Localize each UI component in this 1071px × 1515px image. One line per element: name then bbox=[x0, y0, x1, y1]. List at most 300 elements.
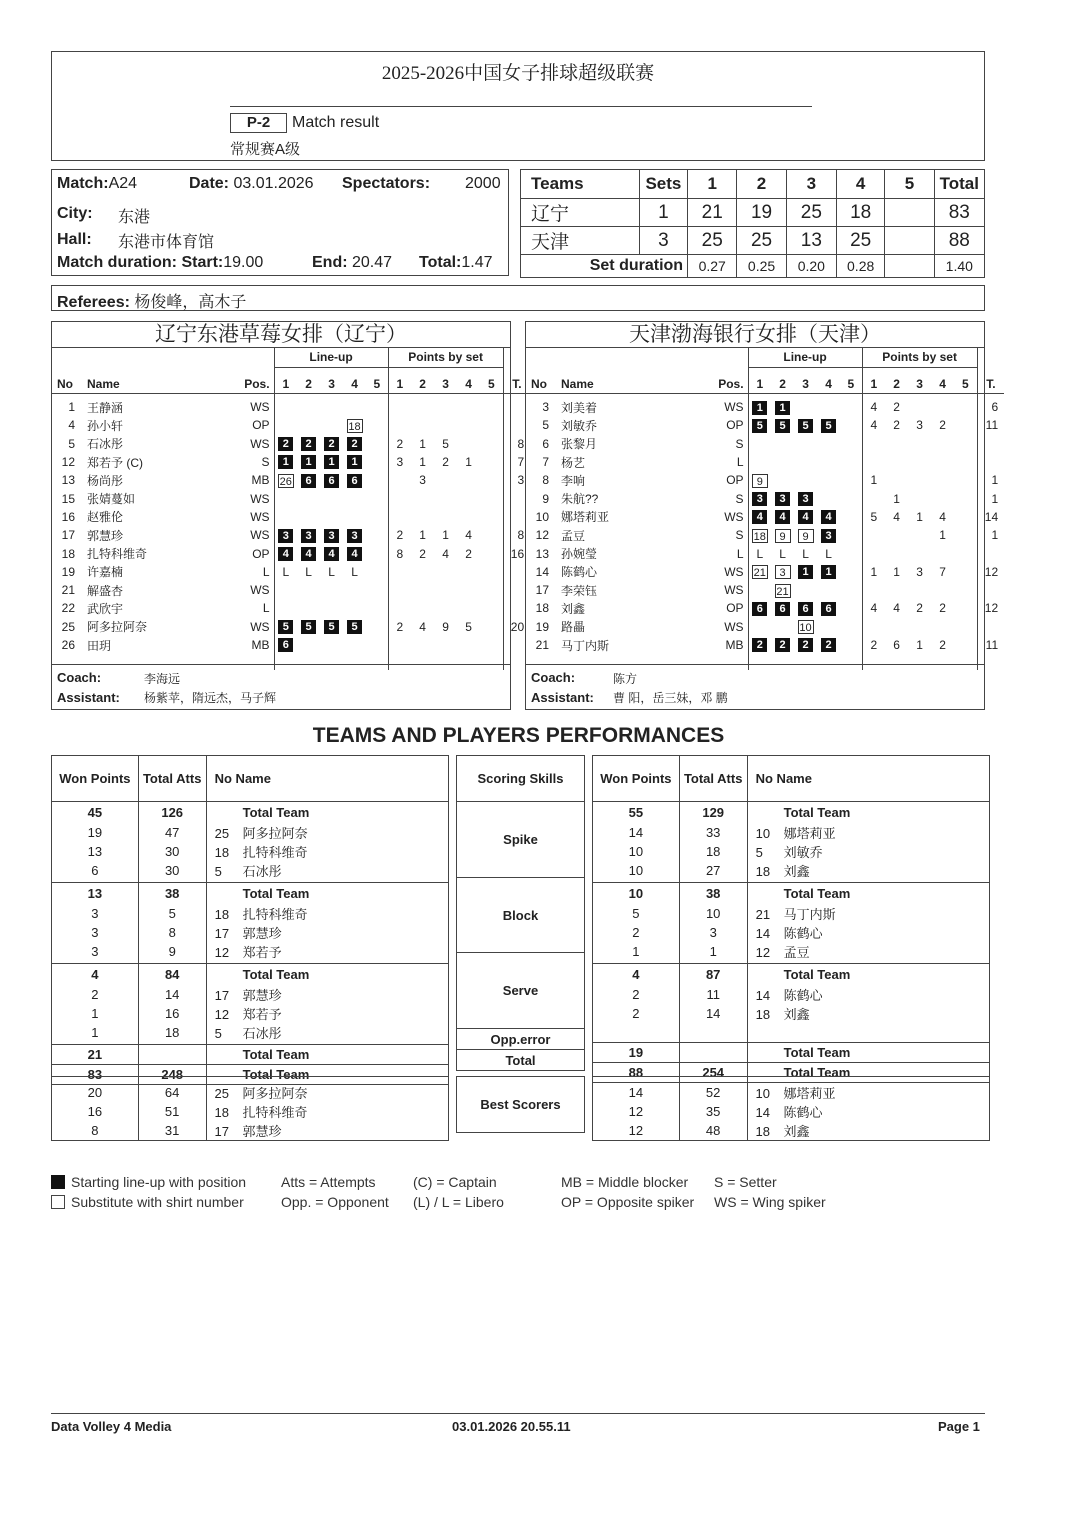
total-attempts: 33 bbox=[679, 823, 747, 842]
page-label: Match result bbox=[292, 114, 380, 131]
player-position: WS bbox=[250, 583, 270, 598]
total-attempts: 30 bbox=[138, 861, 206, 880]
player-number: 10 bbox=[535, 509, 549, 524]
set-points bbox=[954, 599, 977, 617]
set-points bbox=[480, 636, 503, 654]
performance-row bbox=[52, 1023, 449, 1042]
player-number: 4 bbox=[68, 418, 75, 433]
player-number: 21 bbox=[535, 638, 549, 652]
date-label: Date: bbox=[189, 175, 230, 192]
set-points: 4 bbox=[442, 546, 449, 561]
header-divider bbox=[230, 106, 812, 107]
player-row bbox=[526, 581, 1004, 599]
set-points: 2 bbox=[916, 601, 923, 616]
starting-position-marker: 6 bbox=[324, 474, 339, 488]
player-number: 3 bbox=[542, 400, 549, 415]
footer-divider bbox=[51, 1413, 985, 1414]
player-name: 孙婉瑩 bbox=[561, 547, 598, 562]
player-name: 路畾 bbox=[561, 620, 586, 635]
player-or-team-name: 阿多拉阿奈 bbox=[242, 825, 308, 841]
won-points: 2 bbox=[593, 923, 680, 942]
player-position: L bbox=[262, 601, 270, 616]
player-number: 16 bbox=[61, 509, 75, 524]
player-name: 郑若予 (C) bbox=[87, 455, 143, 470]
set-points bbox=[954, 453, 977, 471]
set-points: 1 bbox=[419, 436, 426, 451]
home-performance-table bbox=[51, 755, 449, 1085]
total-attempts: 47 bbox=[138, 823, 206, 842]
set-points: 8 bbox=[388, 544, 411, 562]
performance-row bbox=[52, 842, 449, 861]
col-points-set: 2 bbox=[411, 367, 434, 393]
starting-position-marker: 1 bbox=[798, 565, 813, 579]
player-name: 马丁内斯 bbox=[561, 638, 610, 653]
set-points: 1 bbox=[862, 563, 885, 581]
player-position: WS bbox=[250, 400, 270, 415]
player-row bbox=[526, 489, 1004, 507]
best-scorer-row bbox=[593, 1121, 990, 1141]
player-number: 6 bbox=[542, 436, 549, 451]
total-time: 1.47 bbox=[461, 254, 493, 271]
set-points: 2 bbox=[939, 418, 946, 433]
starting-position-marker: 4 bbox=[347, 547, 362, 561]
home-set4: 18 bbox=[837, 199, 885, 227]
total-atts-header: Total Atts bbox=[679, 756, 747, 802]
set-points: 2 bbox=[388, 618, 411, 636]
set-points bbox=[954, 416, 977, 434]
performance-row bbox=[593, 1004, 990, 1023]
total-atts-header: Total Atts bbox=[138, 756, 206, 802]
libero-marker: L bbox=[351, 564, 358, 579]
libero-marker: L bbox=[328, 564, 335, 579]
set-points: 1 bbox=[916, 638, 923, 652]
player-total-points: 1 bbox=[977, 471, 1004, 489]
player-or-team-name: Total Team bbox=[783, 1065, 851, 1080]
player-shirt-number: 14 bbox=[755, 987, 771, 1003]
player-row bbox=[52, 416, 530, 434]
set-points: 2 bbox=[465, 546, 472, 561]
player-total-points bbox=[977, 581, 1004, 599]
won-points: 1 bbox=[593, 942, 680, 961]
set-points bbox=[388, 489, 411, 507]
hall-name: 东港市体育馆 bbox=[118, 234, 215, 251]
starting-position-marker: 1 bbox=[301, 455, 316, 469]
player-number: 1 bbox=[68, 400, 75, 415]
player-number: 26 bbox=[61, 638, 75, 652]
match-info-box bbox=[51, 169, 509, 276]
col-lineup-set: 4 bbox=[817, 367, 840, 393]
total-duration: 1.40 bbox=[934, 255, 984, 278]
starting-position-marker: 3 bbox=[347, 529, 362, 543]
player-row bbox=[526, 453, 1004, 471]
player-row bbox=[52, 508, 530, 526]
set-points bbox=[862, 526, 885, 544]
referees-names: 杨俊峰，高木子 bbox=[134, 294, 247, 311]
best-scorer-row bbox=[52, 1077, 449, 1103]
set-points bbox=[931, 618, 954, 636]
substitute-marker: 9 bbox=[798, 529, 814, 543]
total-attempts: 3 bbox=[679, 923, 747, 942]
score-header-set4: 4 bbox=[837, 170, 885, 199]
total-attempts: 14 bbox=[679, 1004, 747, 1023]
starting-position-marker: 2 bbox=[347, 437, 362, 451]
player-shirt-number: 18 bbox=[214, 906, 230, 922]
player-shirt-number: 17 bbox=[214, 925, 230, 941]
total-attempts: 18 bbox=[138, 1023, 206, 1042]
legend-ws: WS = Wing spiker bbox=[714, 1194, 826, 1210]
won-points: 45 bbox=[52, 802, 139, 823]
set-points bbox=[411, 563, 434, 581]
away-set4: 25 bbox=[837, 227, 885, 255]
set-points bbox=[954, 471, 977, 489]
set-points: 1 bbox=[916, 509, 923, 524]
city-label: City: bbox=[57, 205, 93, 222]
won-points: 5 bbox=[593, 904, 680, 923]
player-or-team-name: Total Team bbox=[783, 885, 851, 901]
player-name: 娜塔莉亚 bbox=[561, 510, 610, 525]
best-won-points: 16 bbox=[52, 1102, 139, 1121]
best-won-points: 8 bbox=[52, 1121, 139, 1141]
player-total-points bbox=[977, 618, 1004, 636]
col-name: Name bbox=[82, 367, 222, 393]
league-title: 2025-2026中国女子排球超级联赛 bbox=[381, 63, 655, 84]
legend-captain: (C) = Captain bbox=[413, 1174, 497, 1190]
player-row bbox=[52, 563, 530, 581]
won-points: 1 bbox=[52, 1004, 139, 1023]
total-attempts: 11 bbox=[679, 985, 747, 1004]
player-row bbox=[52, 471, 530, 489]
player-name: 李荣钰 bbox=[561, 583, 598, 598]
set-points: 3 bbox=[916, 418, 923, 433]
end-label: End: bbox=[312, 254, 348, 271]
player-row bbox=[52, 398, 530, 416]
set-points bbox=[862, 453, 885, 471]
starting-position-marker: 6 bbox=[798, 602, 813, 616]
won-points: 6 bbox=[52, 861, 139, 880]
away-team-name: 天津 bbox=[521, 227, 640, 255]
starting-position-marker: 2 bbox=[324, 437, 339, 451]
set-points bbox=[434, 471, 457, 489]
set-points bbox=[457, 636, 480, 654]
player-row bbox=[52, 526, 530, 544]
player-position: S bbox=[735, 436, 744, 451]
starting-position-marker: 6 bbox=[775, 602, 790, 616]
starting-position-marker: 2 bbox=[798, 638, 813, 652]
won-points: 21 bbox=[52, 1045, 139, 1065]
skill-label: Total bbox=[457, 1050, 585, 1071]
col-total: T. bbox=[503, 367, 530, 393]
starting-position-marker: 6 bbox=[821, 602, 836, 616]
player-number: 9 bbox=[542, 491, 549, 506]
away-set1: 25 bbox=[688, 227, 737, 255]
player-row bbox=[526, 636, 1004, 654]
set-points bbox=[908, 526, 931, 544]
player-name: 郭慧珍 bbox=[87, 528, 124, 543]
player-or-team-name: 郭慧珍 bbox=[242, 925, 282, 941]
set-points bbox=[885, 435, 908, 453]
set-points bbox=[457, 416, 480, 434]
best-won-points: 12 bbox=[593, 1121, 680, 1141]
performance-row bbox=[593, 842, 990, 861]
starting-position-marker: 2 bbox=[752, 638, 767, 652]
starting-position-marker: 6 bbox=[752, 602, 767, 616]
player-or-team-name: 陈鹤心 bbox=[783, 987, 823, 1003]
away-total: 88 bbox=[934, 227, 984, 255]
player-name: 武欣宇 bbox=[87, 601, 124, 616]
away-coach-divider bbox=[526, 664, 984, 665]
player-or-team-name: 马丁内斯 bbox=[783, 906, 836, 922]
won-points: 2 bbox=[593, 985, 680, 1004]
player-position: S bbox=[261, 455, 270, 470]
home-coach-divider bbox=[52, 664, 510, 665]
match-date: 03.01.2026 bbox=[233, 175, 314, 192]
col-points-set: 3 bbox=[434, 367, 457, 393]
performance-row bbox=[593, 904, 990, 923]
player-name: 杨艺 bbox=[561, 455, 586, 470]
player-position: L bbox=[736, 546, 744, 561]
set-points bbox=[480, 581, 503, 599]
set-points bbox=[885, 618, 908, 636]
home-best-scorers bbox=[51, 1076, 449, 1141]
player-name: 赵雅伦 bbox=[87, 510, 124, 525]
total-attempts: 14 bbox=[138, 985, 206, 1004]
won-points: 3 bbox=[52, 942, 139, 961]
player-shirt-number: 18 bbox=[755, 863, 771, 879]
player-number: 17 bbox=[535, 583, 549, 598]
player-shirt-number: 5 bbox=[214, 863, 222, 879]
starting-position-marker: 3 bbox=[821, 529, 836, 543]
player-row bbox=[526, 599, 1004, 617]
player-name: 王静涵 bbox=[87, 400, 124, 415]
footer-software: Data Volley 4 Media bbox=[51, 1419, 172, 1434]
player-position: WS bbox=[250, 491, 270, 506]
home-set5 bbox=[885, 199, 934, 227]
player-total-points: 14 bbox=[977, 508, 1004, 526]
col-no: No bbox=[526, 367, 556, 393]
set-points bbox=[480, 416, 503, 434]
col-lineup-set: 1 bbox=[748, 367, 771, 393]
player-number: 19 bbox=[61, 564, 75, 579]
best-won-points: 12 bbox=[593, 1102, 680, 1121]
player-or-team-name: Total Team bbox=[242, 885, 310, 901]
set-points: 6 bbox=[893, 638, 900, 652]
set-points bbox=[862, 581, 885, 599]
home-team-name: 辽宁 bbox=[521, 199, 640, 227]
score-header-set5: 5 bbox=[885, 170, 934, 199]
set-points bbox=[954, 398, 977, 416]
total-attempts: 10 bbox=[679, 904, 747, 923]
scoring-skills-header: Scoring Skills bbox=[457, 756, 585, 802]
col-lineup-set: 5 bbox=[840, 367, 862, 393]
best-total-attempts: 51 bbox=[138, 1102, 206, 1121]
substitute-marker: 18 bbox=[753, 530, 766, 543]
player-or-team-name: 刘敏乔 bbox=[783, 844, 823, 860]
performance-row bbox=[593, 823, 990, 842]
player-number: 18 bbox=[535, 601, 549, 616]
starting-position-marker: 5 bbox=[324, 620, 339, 634]
player-or-team-name: Total Team bbox=[242, 1067, 310, 1082]
best-total-attempts: 52 bbox=[679, 1077, 747, 1103]
set-points bbox=[480, 618, 503, 636]
home-total: 83 bbox=[934, 199, 984, 227]
player-total-points: 3 bbox=[503, 471, 530, 489]
set-points: 2 bbox=[939, 601, 946, 616]
player-row bbox=[52, 636, 530, 654]
legend-opp: Opp. = Opponent bbox=[281, 1194, 389, 1210]
player-position: L bbox=[262, 564, 270, 579]
start-label: Start: bbox=[181, 254, 224, 271]
player-name: 刘美着 bbox=[561, 400, 598, 415]
col-points-set: 4 bbox=[457, 367, 480, 393]
performance-row bbox=[593, 942, 990, 961]
set-points bbox=[954, 636, 977, 654]
performance-row bbox=[52, 942, 449, 961]
player-row bbox=[52, 453, 530, 471]
set-points bbox=[931, 581, 954, 599]
set-points bbox=[954, 526, 977, 544]
player-number: 5 bbox=[542, 418, 549, 433]
libero-marker: L bbox=[305, 564, 312, 579]
home-roster bbox=[51, 321, 525, 710]
legend-starting bbox=[51, 1174, 246, 1190]
score-header-set2: 2 bbox=[737, 170, 786, 199]
performance-row bbox=[52, 1004, 449, 1023]
set-points bbox=[480, 508, 503, 526]
col-points-set: 3 bbox=[908, 367, 931, 393]
player-or-team-name: Total Team bbox=[242, 1047, 310, 1062]
set-points bbox=[411, 508, 434, 526]
starting-position-marker: 4 bbox=[301, 547, 316, 561]
substitute-marker: 10 bbox=[799, 622, 812, 635]
best-scorer-row bbox=[593, 1077, 990, 1103]
legend-s: S = Setter bbox=[714, 1174, 777, 1190]
performance-row bbox=[52, 883, 449, 904]
player-position: WS bbox=[724, 564, 744, 579]
set-points bbox=[388, 398, 411, 416]
best-scorers-label: Best Scorers bbox=[456, 1076, 585, 1133]
player-position: WS bbox=[724, 583, 744, 598]
set-points bbox=[931, 398, 954, 416]
set-points: 4 bbox=[893, 509, 900, 524]
player-position: WS bbox=[724, 509, 744, 524]
player-position: WS bbox=[250, 528, 270, 543]
home-set2: 19 bbox=[737, 199, 786, 227]
score-table-wrap bbox=[520, 169, 985, 278]
set-points bbox=[885, 581, 908, 599]
player-row bbox=[526, 544, 1004, 562]
player-position: WS bbox=[250, 436, 270, 451]
player-row bbox=[52, 435, 530, 453]
starting-position-marker: 2 bbox=[775, 638, 790, 652]
set2-duration: 0.25 bbox=[737, 255, 786, 278]
set-points bbox=[862, 618, 885, 636]
player-shirt-number: 14 bbox=[755, 925, 771, 941]
match-code: A24 bbox=[108, 175, 138, 192]
total-attempts: 18 bbox=[679, 842, 747, 861]
set-points bbox=[388, 636, 411, 654]
away-coach-name: 陈方 bbox=[613, 672, 638, 686]
starting-position-marker: 5 bbox=[775, 419, 790, 433]
player-total-points: 1 bbox=[977, 489, 1004, 507]
set-points: 9 bbox=[442, 619, 449, 634]
home-best-wrap bbox=[51, 1076, 449, 1141]
performance-row bbox=[52, 985, 449, 1004]
player-or-team-name: Total Team bbox=[783, 804, 851, 820]
set-points bbox=[480, 398, 503, 416]
player-or-team-name: 刘鑫 bbox=[783, 1006, 810, 1022]
starting-position-marker: 3 bbox=[798, 492, 813, 506]
set-duration-label: Set duration bbox=[521, 255, 688, 278]
no-name-header: No Name bbox=[206, 756, 448, 802]
player-or-team-name: 扎特科维奇 bbox=[242, 844, 308, 860]
best-total-attempts: 48 bbox=[679, 1121, 747, 1141]
col-name: Name bbox=[556, 367, 696, 393]
player-shirt-number: 17 bbox=[214, 987, 230, 1003]
col-lineup-set: 1 bbox=[274, 367, 297, 393]
player-total-points: 7 bbox=[503, 453, 530, 471]
player-total-points bbox=[977, 435, 1004, 453]
player-position: MB bbox=[251, 638, 270, 652]
starting-position-marker: 5 bbox=[347, 620, 362, 634]
set-points: 2 bbox=[442, 455, 449, 470]
player-row bbox=[526, 563, 1004, 581]
set-points: 4 bbox=[939, 509, 946, 524]
skill-label: Block bbox=[457, 878, 585, 953]
won-points: 13 bbox=[52, 883, 139, 904]
set-duration-row bbox=[521, 255, 985, 278]
set-points: 2 bbox=[419, 546, 426, 561]
col-points-set: 5 bbox=[480, 367, 503, 393]
player-name: 解盛杏 bbox=[87, 583, 124, 598]
player-or-team-name: 娜塔莉亚 bbox=[783, 825, 836, 841]
player-number: 14 bbox=[535, 564, 549, 579]
set-points bbox=[457, 471, 480, 489]
set-points: 7 bbox=[939, 564, 946, 579]
player-or-team-name: Total Team bbox=[242, 804, 310, 820]
performance-row bbox=[593, 1043, 990, 1063]
col-pos: Pos. bbox=[696, 367, 748, 393]
set-points bbox=[480, 544, 503, 562]
legend-substitute bbox=[51, 1194, 244, 1210]
player-name: 陈鹤心 bbox=[561, 565, 598, 580]
best-won-points: 14 bbox=[593, 1077, 680, 1103]
performance-row bbox=[593, 861, 990, 880]
away-best-wrap bbox=[592, 1076, 990, 1141]
player-shirt-number: 18 bbox=[755, 1006, 771, 1022]
won-points: 13 bbox=[52, 842, 139, 861]
set-points: 4 bbox=[862, 599, 885, 617]
set1-duration: 0.27 bbox=[688, 255, 737, 278]
set-points: 1 bbox=[465, 455, 472, 470]
total-attempts: 38 bbox=[679, 883, 747, 904]
starting-position-marker: 3 bbox=[278, 529, 293, 543]
starting-position-marker: 1 bbox=[775, 401, 790, 415]
player-shirt-number: 12 bbox=[755, 944, 771, 960]
player-position: OP bbox=[726, 473, 744, 488]
substitute-marker: 3 bbox=[775, 565, 791, 579]
set-points bbox=[954, 544, 977, 562]
performance-row bbox=[52, 823, 449, 842]
player-name: 刘鑫 bbox=[561, 601, 586, 616]
set-points bbox=[908, 618, 931, 636]
won-points: 4 bbox=[52, 964, 139, 985]
set-points bbox=[457, 435, 480, 453]
starting-position-marker: 5 bbox=[752, 419, 767, 433]
best-player-name: 郭慧珍 bbox=[242, 1124, 282, 1139]
set-points bbox=[457, 563, 480, 581]
set-points bbox=[457, 508, 480, 526]
player-total-points bbox=[977, 453, 1004, 471]
